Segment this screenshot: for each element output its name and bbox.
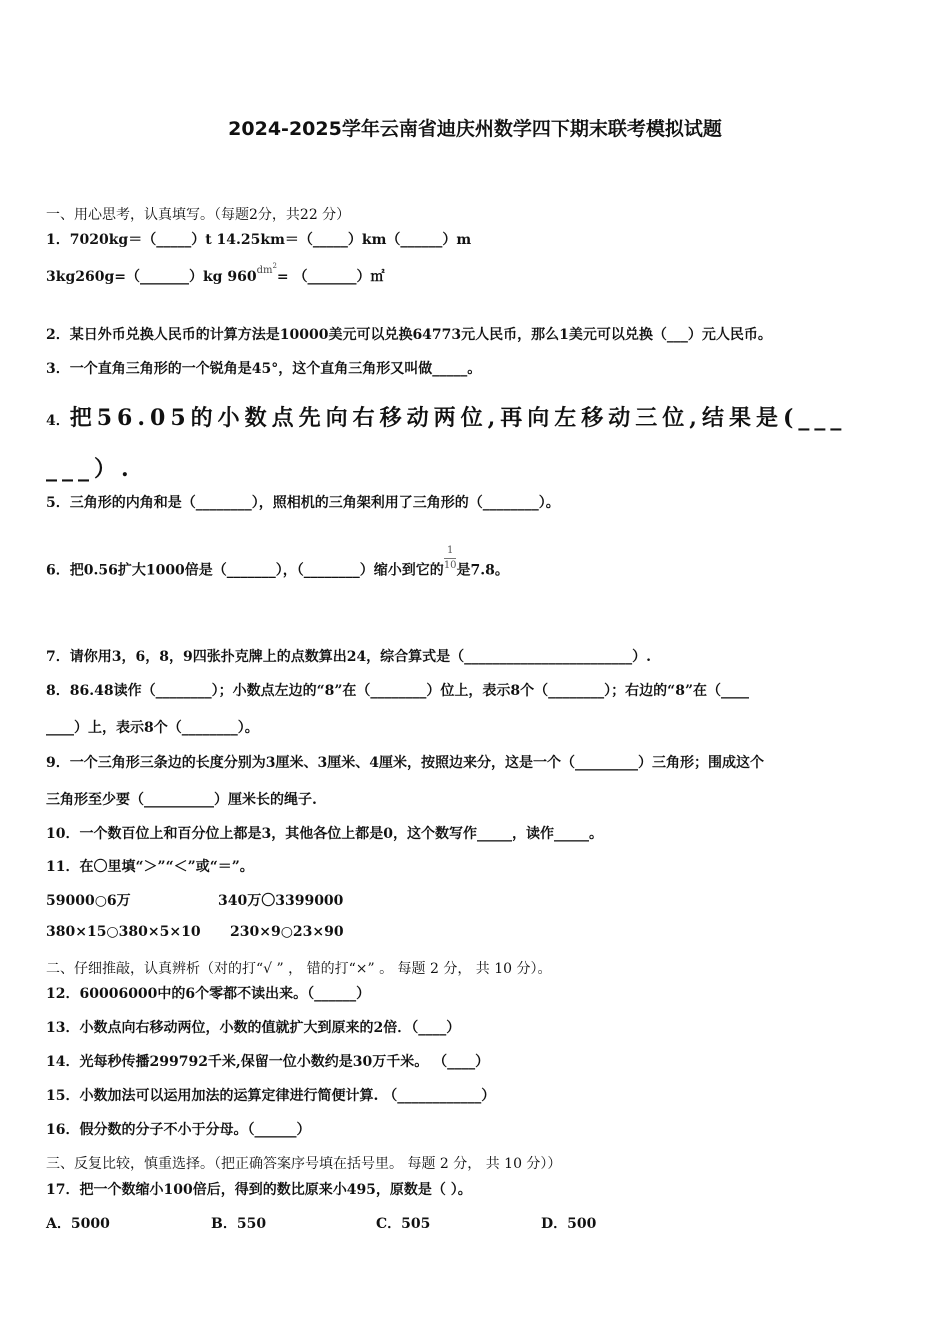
question-1-line-1: 1．7020kg＝（_____）t 14.25km＝（_____）km（______）m <box>46 232 472 248</box>
page-title: 2024-2025学年云南省迪庆州数学四下期末联考模拟试题 <box>228 118 722 140</box>
option-c: C．505 <box>376 1216 431 1232</box>
section-3-heading: 三、反复比较，慎重选择。（把正确答案序号填在括号里。 每题 2 分， 共 10 分）） <box>46 1156 562 1172</box>
option-d: D．500 <box>541 1216 597 1232</box>
q1b-answer: = （_______）㎡ <box>276 269 385 285</box>
dm-squared-unit: dm2 <box>256 262 277 276</box>
question-3: 3．一个直角三角形的一个锐角是45°，这个直角三角形又叫做_____。 <box>46 361 482 377</box>
question-10: 10．一个数百位上和百分位上都是3，其他各位上都是0，这个数写作_____，读作_____。 <box>46 826 603 842</box>
q1b-text: 3kg260g=（_______）kg 960 <box>46 269 257 285</box>
question-13: 13．小数点向右移动两位，小数的值就扩大到原来的2倍．（____） <box>46 1020 461 1036</box>
question-17-options <box>46 1213 596 1233</box>
question-2: 2．某日外币兑换人民币的计算方法是10000美元可以兑换64773元人民币，那么1美元可以兑换（___）元人民币。 <box>46 327 772 343</box>
question-5: 5．三角形的内角和是（________），照相机的三角架利用了三角形的（________）。 <box>46 495 560 511</box>
question-9-line-2: 三角形至少要（__________）厘米长的绳子. <box>46 792 317 808</box>
question-1-line-2 <box>46 262 385 286</box>
section-2-heading: 二、仔细推敲，认真辨析（对的打“√ ” ， 错的打“×” 。 每题 2 分， 共 10 分）。 <box>46 961 552 977</box>
question-8-line-1: 8．86.48读作（________）；小数点左边的“8”在（________）位上，表示8个（________）；右边的“8”在（____ <box>46 683 750 699</box>
option-b: B．550 <box>211 1216 267 1232</box>
question-11: 11．在〇里填“＞”“＜”或“＝”。 <box>46 859 254 875</box>
question-6: 6．把0.56扩大1000倍是（_______），（________）缩小到它的$\frac{1}{10}$是7.8。 <box>46 545 509 579</box>
question-17: 17．把一个数缩小100倍后，得到的数比原来小495，原数是（ ）。 <box>46 1182 472 1198</box>
question-14: 14．光每秒传播299792千米,保留一位小数约是30万千米。 （____） <box>46 1054 490 1070</box>
option-a: A．5000 <box>46 1216 110 1232</box>
question-11-row-1: 59000○6万 340万〇3399000 <box>46 893 344 909</box>
question-7: 7．请你用3，6，8，9四张扑克牌上的点数算出24，综合算式是（________________________）. <box>46 649 652 665</box>
question-15: 15．小数加法可以运用加法的运算定律进行简便计算. （____________） <box>46 1088 496 1104</box>
question-11-row-2: 380×15○380×5×10 230×9○23×90 <box>46 924 344 940</box>
question-9-line-1: 9．一个三角形三条边的长度分别为3厘米、3厘米、4厘米，按照边来分，这是一个（_________）三角形；围成这个 <box>46 755 764 771</box>
question-12: 12．60006000中的6个零都不读出来。（______） <box>46 986 371 1002</box>
q4-text: 把56.05的小数点先向右移动两位,再向左移动三位,结果是(___ <box>69 405 847 431</box>
question-8-line-2: ____）上，表示8个（________）。 <box>46 720 259 736</box>
fraction-one-tenth: $\frac{1}{10}$ <box>443 545 457 571</box>
question-4-line-1 <box>46 401 846 432</box>
q4-number: 4． <box>46 413 70 429</box>
question-16: 16．假分数的分子不小于分母。（______） <box>46 1122 311 1138</box>
question-4-line-2: ___）. <box>46 456 134 482</box>
section-1-heading: 一、用心思考，认真填写。（每题2分，共22 分） <box>46 207 351 223</box>
